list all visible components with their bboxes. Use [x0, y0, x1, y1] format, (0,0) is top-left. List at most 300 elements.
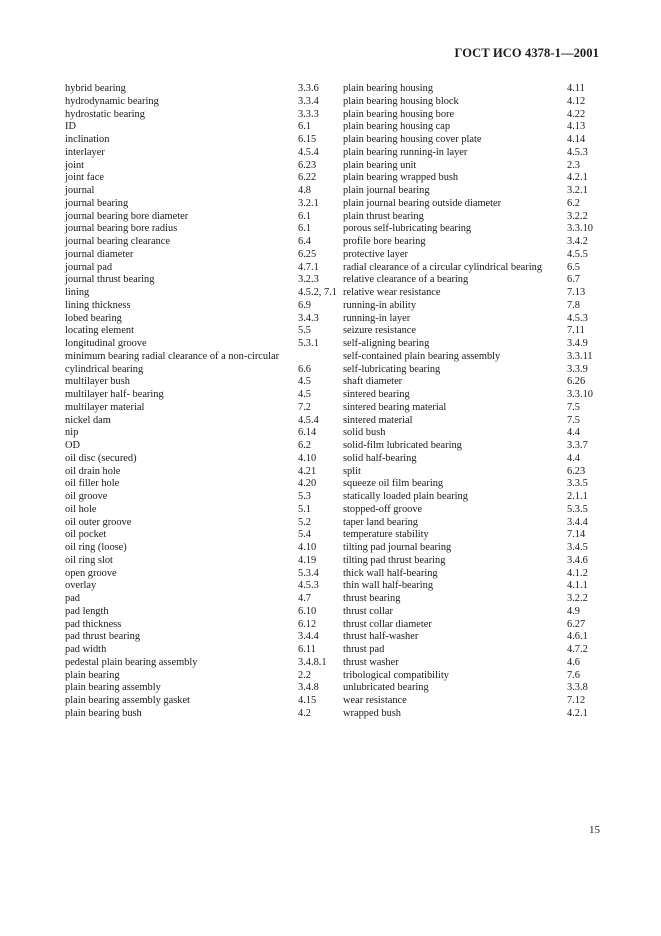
index-term: multilayer bush [65, 376, 130, 388]
index-entry [65, 376, 337, 389]
index-column-left [65, 83, 337, 721]
index-reference: 7.6 [567, 669, 580, 681]
index-term: running-in ability [343, 299, 417, 311]
index-entry [65, 109, 337, 122]
index-reference: 6.4 [298, 236, 311, 247]
index-entry [343, 580, 593, 593]
index-reference: 6.25 [298, 248, 317, 260]
index-term: plain bearing assembly gasket [65, 695, 190, 706]
index-term: hydrostatic bearing [65, 108, 145, 120]
index-term: plain bearing bush [65, 707, 142, 719]
index-term: thrust pad [343, 644, 385, 655]
index-term: pedestal plain bearing assembly [65, 656, 198, 668]
index-term: minimum bearing radial clearance of a non-circular [65, 350, 280, 362]
index-reference: 3.4.6 [567, 554, 588, 566]
index-term: plain journal bearing outside diameter [343, 197, 502, 209]
index-term: plain bearing wrapped bush [343, 172, 459, 184]
index-reference: 7.5 [567, 414, 580, 426]
index-reference: 4.15 [298, 695, 317, 706]
index-reference: 4.6.1 [567, 631, 588, 643]
index-entry [65, 325, 337, 338]
index-term: plain bearing running-in layer [343, 146, 468, 158]
index-term: oil outer groove [65, 516, 132, 528]
index-term: thin wall half-bearing [343, 580, 434, 592]
index-term: thrust bearing [343, 593, 401, 604]
index-term: thrust washer [343, 656, 399, 668]
index-reference: 4.7.2 [567, 644, 588, 655]
index-term: plain bearing housing cover plate [343, 134, 482, 145]
index-entry [343, 83, 593, 96]
index-entry [343, 223, 593, 236]
index-entry [65, 262, 337, 275]
index-reference: 5.5 [298, 325, 311, 337]
index-term: plain bearing housing bore [343, 108, 455, 120]
index-reference: 3.3.5 [567, 478, 588, 490]
index-reference: 4.10 [298, 452, 317, 464]
index-entry [65, 580, 337, 593]
index-term: pad [65, 593, 81, 604]
index-entry [65, 274, 337, 287]
index-term: split [343, 465, 361, 477]
index-term: journal pad [65, 261, 113, 273]
index-entry [65, 440, 337, 453]
index-term: self-lubricating bearing [343, 363, 441, 375]
index-reference: 3.4.2 [567, 236, 588, 247]
index-reference: 4.5.4 [298, 146, 319, 158]
index-term: tilting pad journal bearing [343, 542, 452, 553]
index-term: oil disc (secured) [65, 452, 137, 464]
index-term: sintered bearing [343, 389, 410, 400]
index-reference: 2.2 [298, 669, 311, 681]
index-entry [343, 657, 593, 670]
index-term: thrust collar diameter [343, 618, 432, 630]
index-term: tribological compatibility [343, 669, 449, 681]
index-reference: 3.3.10 [567, 223, 593, 235]
index-entry [343, 593, 593, 606]
index-term: lobed bearing [65, 312, 122, 324]
index-entry [343, 134, 593, 147]
index-reference: 4.1.1 [567, 580, 588, 592]
index-entry [65, 708, 337, 721]
index-entry [343, 121, 593, 134]
index-term: solid half-bearing [343, 452, 417, 464]
index-reference: 3.3.7 [567, 440, 588, 451]
index-entry [65, 185, 337, 198]
index-term: wear resistance [343, 695, 407, 706]
index-term: sintered material [343, 414, 413, 426]
index-entry [65, 83, 337, 96]
index-reference: 4.4 [567, 452, 580, 464]
index-reference: 5.1 [298, 503, 311, 515]
index-term: multilayer half- bearing [65, 389, 164, 400]
index-term: plain bearing [65, 669, 120, 681]
index-entry [343, 109, 593, 122]
index-entry [343, 96, 593, 109]
index-entry [343, 376, 593, 389]
index-entry [65, 351, 337, 364]
index-reference: 5.3.4 [298, 567, 319, 579]
index-entry [343, 453, 593, 466]
index-entry [343, 542, 593, 555]
index-entry [343, 415, 593, 428]
index-entry [65, 478, 337, 491]
index-term: taper land bearing [343, 516, 419, 528]
index-reference: 4.10 [298, 542, 317, 553]
index-entry [65, 402, 337, 415]
index-reference: 3.4.8 [298, 682, 319, 694]
index-entry [343, 185, 593, 198]
index-entry [343, 351, 593, 364]
index-reference: 7.11 [567, 325, 585, 337]
index-term: temperature stability [343, 529, 429, 541]
index-reference: 6.9 [298, 299, 311, 311]
index-reference: 4.21 [298, 465, 317, 477]
index-reference: 4.19 [298, 554, 317, 566]
index-entry [65, 657, 337, 670]
index-reference: 4.11 [567, 83, 585, 94]
index-entry [343, 313, 593, 326]
index-entry [65, 223, 337, 236]
index-term: running-in layer [343, 312, 411, 324]
index-entry [343, 300, 593, 313]
index-entry [343, 172, 593, 185]
index-term: pad thickness [65, 618, 122, 630]
index-entry [343, 555, 593, 568]
index-entry [343, 644, 593, 657]
index-reference: 6.15 [298, 134, 317, 145]
index-term: journal [65, 185, 95, 196]
index-reference: 4.7 [298, 593, 311, 604]
index-reference: 3.4.4 [567, 516, 588, 528]
index-term: solid-film lubricated bearing [343, 440, 462, 451]
index-entry [343, 606, 593, 619]
index-term: thrust collar [343, 605, 393, 617]
index-entry [65, 415, 337, 428]
index-entry [343, 440, 593, 453]
index-reference: 4.5.3 [567, 146, 588, 158]
index-entry [65, 389, 337, 402]
index-entry [343, 619, 593, 632]
index-term: relative clearance of a bearing [343, 274, 469, 286]
index-term: self-aligning bearing [343, 338, 430, 349]
index-reference: 4.22 [567, 108, 586, 120]
index-term: plain thrust bearing [343, 210, 424, 222]
index-entry [65, 568, 337, 581]
index-reference: 4.13 [567, 121, 586, 133]
index-entry [65, 172, 337, 185]
index-reference: 6.1 [298, 121, 311, 133]
index-term: overlay [65, 580, 97, 592]
index-reference: 5.4 [298, 529, 311, 541]
index-entry [65, 619, 337, 632]
index-term: plain bearing housing [343, 83, 434, 94]
index-term: OD [65, 440, 81, 451]
index-term: hydrodynamic bearing [65, 95, 159, 107]
index-reference: 2.1.1 [567, 491, 588, 502]
index-entry [343, 147, 593, 160]
index-entry [65, 682, 337, 695]
index-reference: 5.3.1 [298, 338, 319, 349]
index-term: journal bearing bore radius [65, 223, 178, 235]
index-reference: 3.4.9 [567, 338, 588, 349]
index-entry [65, 644, 337, 657]
index-entry [65, 160, 337, 173]
index-entry [65, 236, 337, 249]
index-term: locating element [65, 325, 134, 337]
index-reference: 5.3.5 [567, 503, 588, 515]
index-term: seizure resistance [343, 325, 416, 337]
index-entry [343, 211, 593, 224]
index-entry [65, 555, 337, 568]
index-reference: 3.2.1 [567, 185, 588, 196]
index-entry [343, 491, 593, 504]
index-reference: 4.5.3 [567, 312, 588, 324]
index-term: pad length [65, 605, 109, 617]
index-term: tilting pad thrust bearing [343, 554, 446, 566]
index-reference: 4.8 [298, 185, 311, 196]
index-entry [65, 695, 337, 708]
index-term: lining thickness [65, 299, 131, 311]
index-term: oil hole [65, 503, 97, 515]
index-entry [65, 364, 337, 377]
index-entry [65, 211, 337, 224]
index-reference: 4.5.4 [298, 414, 319, 426]
index-reference: 3.3.10 [567, 389, 593, 400]
index-reference: 4.2.1 [567, 707, 588, 719]
index-reference: 5.3 [298, 491, 311, 502]
index-entry [65, 249, 337, 262]
index-reference: 5.2 [298, 516, 311, 528]
index-reference: 6.11 [298, 644, 316, 655]
index-column-right [343, 83, 593, 721]
index-term: sintered bearing material [343, 401, 447, 413]
index-term: cylindrical bearing [65, 363, 144, 375]
index-reference: 6.6 [298, 363, 311, 375]
index-entry [65, 504, 337, 517]
index-term: self-contained plain bearing assembly [343, 350, 501, 362]
index-entry [343, 389, 593, 402]
index-entry [65, 491, 337, 504]
index-reference: 4.2 [298, 707, 311, 719]
index-reference: 4.5.3 [298, 580, 319, 592]
index-entry [65, 670, 337, 683]
index-entry [65, 466, 337, 479]
index-entry [343, 695, 593, 708]
index-term: inclination [65, 134, 110, 145]
index-reference: 6.23 [567, 465, 586, 477]
index-term: journal bearing clearance [65, 236, 170, 247]
index-term: nip [65, 427, 79, 439]
index-term: porous self-lubricating bearing [343, 223, 472, 235]
index-entry [65, 300, 337, 313]
index-term: plain bearing housing block [343, 95, 459, 107]
index-term: open groove [65, 567, 117, 579]
index-entry [343, 466, 593, 479]
index-entry [343, 338, 593, 351]
index-term: solid bush [343, 427, 386, 439]
index-entry [343, 708, 593, 721]
index-entry [343, 517, 593, 530]
index-reference: 4.1.2 [567, 567, 588, 579]
index-term: interlayer [65, 146, 105, 158]
index-term: multilayer material [65, 401, 145, 413]
index-term: journal diameter [65, 248, 134, 260]
index-term: statically loaded plain bearing [343, 491, 468, 502]
index-reference: 4.6 [567, 656, 580, 668]
index-term: nickel dam [65, 414, 111, 426]
index-entry [343, 249, 593, 262]
index-term: oil filler hole [65, 478, 120, 490]
index-reference: 4.5 [298, 389, 311, 400]
index-term: joint [65, 159, 85, 171]
index-reference: 6.23 [298, 159, 317, 171]
index-term: journal thrust bearing [65, 274, 155, 286]
index-entry [343, 262, 593, 275]
index-entry [65, 593, 337, 606]
index-entry [65, 313, 337, 326]
index-entry [65, 96, 337, 109]
index-entry [343, 478, 593, 491]
index-reference: 7.8 [567, 299, 580, 311]
index-term: pad thrust bearing [65, 631, 141, 643]
index-entry [343, 504, 593, 517]
index-entry [65, 453, 337, 466]
index-entry [65, 517, 337, 530]
index-reference: 7.12 [567, 695, 586, 706]
index-term: relative wear resistance [343, 287, 441, 298]
index-reference: 6.2 [298, 440, 311, 451]
index-term: wrapped bush [343, 707, 402, 719]
index-entry [343, 631, 593, 644]
index-entry [65, 427, 337, 440]
index-reference: 4.5 [298, 376, 311, 388]
index-reference: 4.4 [567, 427, 580, 439]
index-term: oil groove [65, 491, 108, 502]
index-reference: 4.12 [567, 95, 586, 107]
page-number: 15 [589, 824, 600, 836]
index-term: unlubricated bearing [343, 682, 429, 694]
index-term: ID [65, 121, 76, 133]
index-entry [343, 427, 593, 440]
index-entry [343, 236, 593, 249]
index-entry [65, 338, 337, 351]
index-term: oil pocket [65, 529, 107, 541]
index-reference: 4.5.5 [567, 248, 588, 260]
document-header: ГОСТ ИСО 4378-1—2001 [454, 46, 599, 60]
index-reference: 6.14 [298, 427, 317, 439]
index-reference: 3.3.11 [567, 350, 593, 362]
index-entry [65, 287, 337, 300]
index-reference: 3.3.9 [567, 363, 588, 375]
index-reference: 7.14 [567, 529, 586, 541]
index-reference: 3.3.3 [298, 108, 319, 120]
index-entry [343, 568, 593, 581]
index-term: hybrid bearing [65, 83, 126, 94]
index-reference: 3.2.2 [567, 593, 588, 604]
index-term: radial clearance of a circular cylindrical bearing [343, 261, 543, 273]
index-entry [343, 529, 593, 542]
index-term: plain journal bearing [343, 185, 430, 196]
index-reference: 6.27 [567, 618, 586, 630]
index-reference: 6.22 [298, 172, 317, 184]
index-term: longitudinal groove [65, 338, 147, 349]
index-reference: 7.2 [298, 401, 311, 413]
index-term: plain bearing assembly [65, 682, 161, 694]
index-entry [343, 198, 593, 211]
index-entry [343, 682, 593, 695]
index-entry [343, 670, 593, 683]
index-reference: 2.3 [567, 159, 580, 171]
index-reference: 4.2.1 [567, 172, 588, 184]
index-term: journal bearing [65, 197, 129, 209]
index-reference: 3.4.5 [567, 542, 588, 553]
index-entry [343, 325, 593, 338]
index-entry [65, 529, 337, 542]
index-reference: 3.3.8 [567, 682, 588, 694]
index-reference: 3.2.3 [298, 274, 319, 286]
index-entry [65, 631, 337, 644]
index-reference: 3.4.8.1 [298, 656, 327, 668]
index-reference: 6.5 [567, 261, 580, 273]
index-term: stopped-off groove [343, 503, 423, 515]
index-entry [343, 287, 593, 300]
index-reference: 3.3.6 [298, 83, 319, 94]
index-term: oil ring (loose) [65, 542, 127, 553]
index-reference: 3.2.1 [298, 197, 319, 209]
index-term: thrust half-washer [343, 631, 419, 643]
index-reference: 6.1 [298, 223, 311, 235]
index-reference: 6.10 [298, 605, 317, 617]
index-entry [65, 121, 337, 134]
index-reference: 3.2.2 [567, 210, 588, 222]
index-reference: 6.1 [298, 210, 311, 222]
index-term: squeeze oil film bearing [343, 478, 444, 490]
index-reference: 3.4.4 [298, 631, 319, 643]
index-term: oil ring slot [65, 554, 113, 566]
index-term: lining [65, 287, 90, 298]
index-entry [65, 198, 337, 211]
index-reference: 4.9 [567, 605, 580, 617]
index-term: joint face [65, 172, 104, 184]
index-term: protective layer [343, 248, 408, 260]
index-term: oil drain hole [65, 465, 121, 477]
index-reference: 3.4.3 [298, 312, 319, 324]
index-entry [343, 160, 593, 173]
index-reference: 6.12 [298, 618, 317, 630]
index-entry [343, 274, 593, 287]
index-entry [65, 147, 337, 160]
index-reference: 6.26 [567, 376, 586, 388]
index-term: profile bore bearing [343, 236, 426, 247]
index-reference: 4.20 [298, 478, 317, 490]
index-entry [343, 364, 593, 377]
index-entry [343, 402, 593, 415]
index-reference: 4.7.1 [298, 261, 319, 273]
index-entry [65, 134, 337, 147]
index-entry [65, 542, 337, 555]
index-term: pad width [65, 644, 107, 655]
index-term: plain bearing housing cap [343, 121, 451, 133]
index-term: shaft diameter [343, 376, 403, 388]
index-reference: 3.3.4 [298, 95, 319, 107]
index-term: plain bearing unit [343, 159, 417, 171]
index-term: thick wall half-bearing [343, 567, 438, 579]
index-reference: 7.13 [567, 287, 586, 298]
index-reference: 7.5 [567, 401, 580, 413]
index-reference: 6.2 [567, 197, 580, 209]
index-reference: 4.5.2, 7.1 [298, 287, 337, 298]
index-term: journal bearing bore diameter [65, 210, 189, 222]
